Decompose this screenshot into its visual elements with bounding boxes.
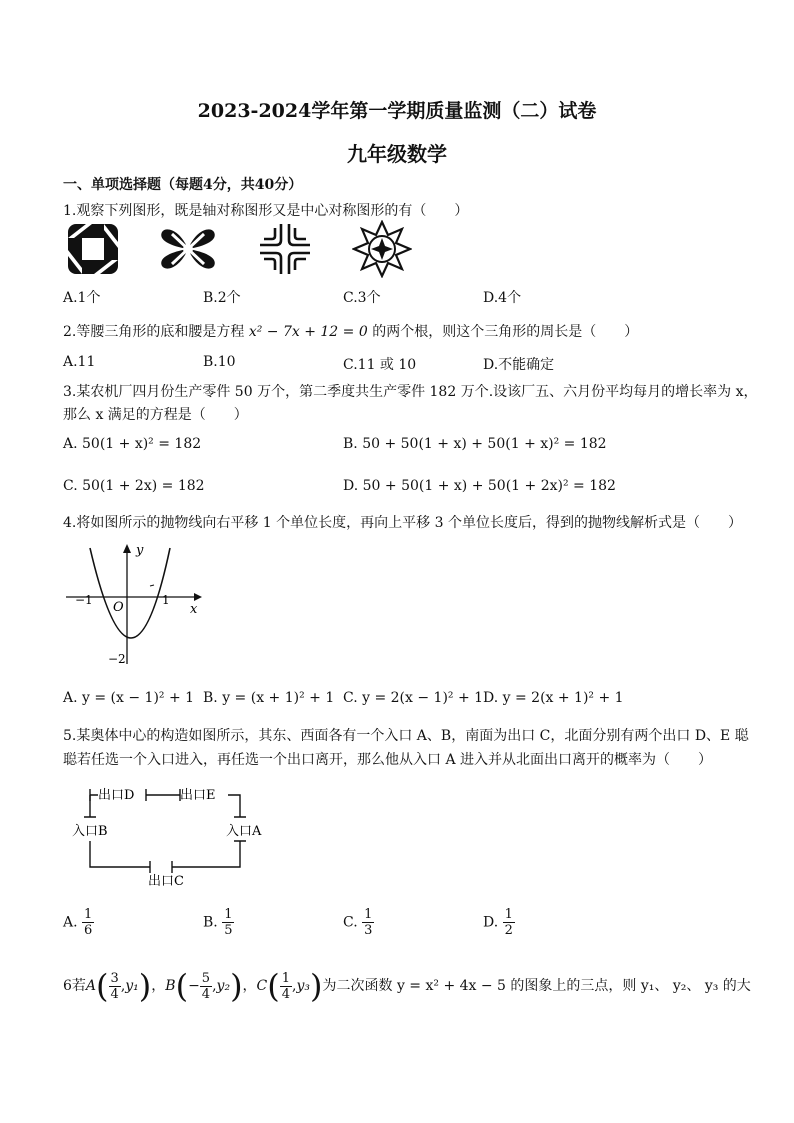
q2-option-b[interactable]: B.10: [203, 354, 236, 370]
y-axis-arrow: [123, 544, 131, 553]
exam-subtitle: 九年级数学: [347, 142, 447, 166]
sports-center-diagram: [68, 775, 278, 890]
q6-sep-2: ，: [242, 978, 257, 994]
q5-option-a[interactable]: [63, 907, 94, 938]
q5-option-c-numerator: 1: [364, 907, 373, 922]
q6-point-c-fraction: [280, 971, 292, 1002]
q6-point-a-y: y₁: [125, 978, 139, 994]
entry-b-label: 入口B: [72, 824, 108, 839]
cross-lines-icon: [258, 222, 312, 276]
q5-option-a-fraction: [82, 907, 94, 938]
q4-option-b[interactable]: B. y = (x + 1)² + 1: [203, 690, 335, 706]
q5-option-a-denominator: 6: [84, 923, 93, 938]
q6-prefix: 6若: [63, 978, 86, 994]
four-leaf-knot-icon: [158, 220, 218, 278]
q5-option-b[interactable]: [203, 907, 234, 938]
q6-point-c-num: 1: [281, 970, 291, 986]
q1-option-d[interactable]: D.4个: [483, 290, 522, 306]
q3-option-d[interactable]: D. 50 + 50(1 + x) + 50(1 + 2x)² = 182: [343, 478, 616, 494]
q6-point-a-fraction: [109, 971, 121, 1002]
q1-option-a[interactable]: A.1个: [63, 290, 101, 306]
q5-option-d-label: D.: [483, 914, 499, 931]
q2-stem-end: 的两个根，则这个三角形的周长是（ ）: [372, 324, 639, 340]
exit-c-label: 出口C: [148, 874, 184, 889]
y-axis-label: y: [136, 543, 144, 558]
exam-title: 2023-2024学年第一学期质量监测（二）试卷: [197, 100, 597, 122]
q2-equation: x² − 7x + 12 = 0: [248, 324, 368, 340]
origin-label: O: [113, 600, 124, 615]
q5-option-c-label: C.: [343, 914, 358, 931]
q2-stem-start: 2.等腰三角形的底和腰是方程: [63, 324, 245, 340]
q6-point-a-den: 4: [110, 986, 119, 1002]
question-5-stem-line2: 聪若任选一个入口进入，再任选一个出口离开，那么他从入口 A 进入并从北面出口离开的概率为（ ）: [63, 752, 713, 768]
q6-suffix: 为二次函数 y = x² + 4x − 5 的图象上的三点，则 y₁、 y₂、 y₃ 的大: [322, 978, 751, 994]
q5-option-d-fraction: [503, 907, 515, 938]
q6-point-a-num: 3: [110, 970, 119, 986]
q5-option-b-denominator: 5: [224, 923, 233, 938]
q6-point-c-den: 4: [281, 986, 291, 1002]
parabola-curve: [90, 548, 170, 638]
q5-option-b-fraction: [222, 907, 234, 938]
square-pinwheel-icon: [66, 222, 120, 276]
q6-point-c-name: C: [256, 978, 268, 994]
q4-option-d[interactable]: D. y = 2(x + 1)² + 1: [483, 690, 624, 706]
exit-d-label: 出口D: [98, 788, 135, 803]
q6-point-b-fraction: [200, 971, 212, 1002]
vertex-label: −2: [108, 652, 126, 666]
question-1-stem: 1.观察下列图形，既是轴对称图形又是中心对称图形的有（ ）: [63, 203, 469, 219]
q6-point-b-den: 4: [201, 986, 211, 1002]
q5-option-d-numerator: 1: [504, 907, 513, 922]
x-axis-arrow: [194, 593, 202, 601]
q2-option-a[interactable]: A.11: [63, 354, 96, 370]
q6-point-a-name: A: [85, 978, 97, 994]
question-6-stem: 6若A( $\frac{3}{4}$ ,y₁)，B(− $\frac{5}{4}$ ,y₂)，C( $\frac{1}{4}$ ,y₃)为二次函数 y = x² + 4x − 5 的图象上的三点，则 y₁、 y₂、 y₃ 的大: [63, 967, 751, 1005]
q6-point-b-y: y₂: [216, 978, 231, 994]
q5-option-c[interactable]: [343, 907, 374, 938]
question-3-stem-line2: 那么 x 满足的方程是（ ）: [63, 407, 248, 423]
q5-option-d-denominator: 2: [504, 923, 513, 938]
q1-option-c[interactable]: C.3个: [343, 290, 381, 306]
question-4-stem: 4.将如图所示的抛物线向右平移 1 个单位长度，再向上平移 3 个单位长度后，得到的抛物线解析式是（ ）: [63, 515, 742, 531]
q5-option-c-fraction: [362, 907, 374, 938]
q5-option-d[interactable]: [483, 907, 515, 938]
q6-sep-1: ，: [151, 978, 166, 994]
q3-option-a[interactable]: A. 50(1 + x)² = 182: [63, 436, 202, 452]
q3-option-b[interactable]: B. 50 + 50(1 + x) + 50(1 + x)² = 182: [343, 436, 607, 452]
q2-option-c[interactable]: C.11 或 10: [343, 357, 417, 373]
q2-option-d[interactable]: D.不能确定: [483, 357, 555, 373]
q5-option-a-label: A.: [63, 914, 78, 931]
q4-option-a[interactable]: A. y = (x − 1)² + 1: [63, 690, 195, 706]
parabola-graph: [62, 538, 208, 668]
q6-point-c-y: y₃: [296, 978, 311, 994]
eight-point-star-icon: [352, 220, 412, 278]
right-root-label: 1: [162, 593, 170, 607]
exit-e-label: 出口E: [180, 788, 216, 803]
left-root-label: −1: [75, 593, 93, 607]
q5-option-a-numerator: 1: [84, 907, 93, 922]
section-heading: 一、单项选择题（每题4分，共40分）: [63, 177, 303, 193]
q3-option-c[interactable]: C. 50(1 + 2x) = 182: [63, 478, 205, 494]
q6-point-b-name: B: [165, 978, 176, 994]
question-3-stem-line1: 3.某农机厂四月份生产零件 50 万个，第二季度共生产零件 182 万个.设该厂五、六月份平均每月的增长率为 x，: [63, 384, 758, 400]
q5-option-b-numerator: 1: [224, 907, 233, 922]
q6-point-b-num: 5: [201, 970, 211, 986]
question-5-stem-line1: 5.某奥体中心的构造如图所示，其东、西面各有一个入口 A、B，南面为出口 C，北面分别有两个出口 D、E 聪: [63, 728, 749, 744]
entry-a-label: 入口A: [226, 824, 262, 839]
q5-option-c-denominator: 3: [364, 923, 373, 938]
question-2-stem: [63, 321, 638, 341]
x-axis-label: x: [190, 602, 198, 617]
q1-option-b[interactable]: B.2个: [203, 290, 241, 306]
q5-option-b-label: B.: [203, 914, 218, 931]
q4-option-c[interactable]: C. y = 2(x − 1)² + 1: [343, 690, 484, 706]
q6-point-b-sign: −: [188, 978, 200, 994]
